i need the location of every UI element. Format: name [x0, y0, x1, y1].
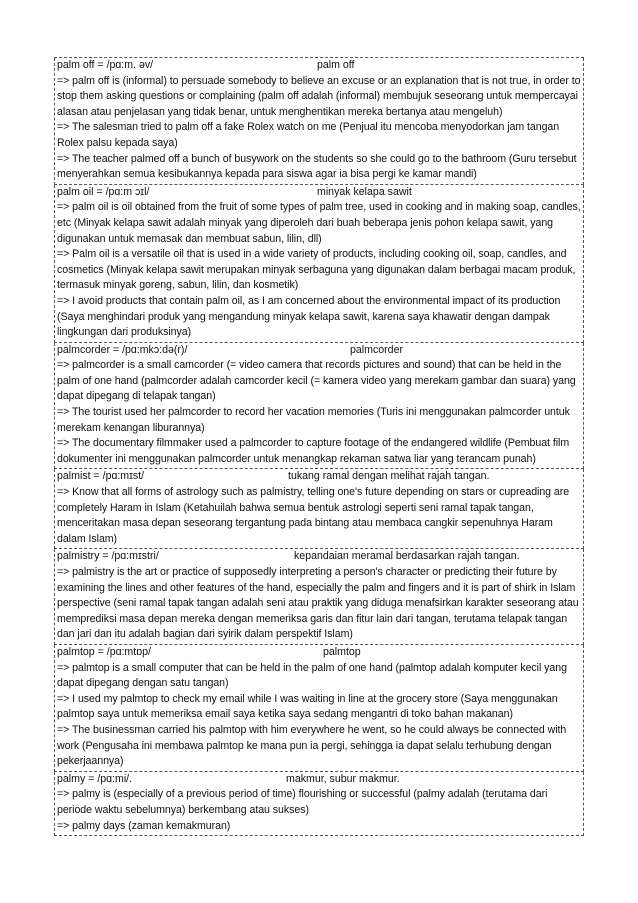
entry-meaning: minyak kelapa sawit — [317, 185, 412, 198]
entry-header — [57, 469, 583, 485]
entry-header — [57, 343, 583, 359]
entry-headword: palmy = /pɑ:mi/. — [57, 772, 133, 785]
entry-headword: palmtop = /pɑ:mtɒp/ — [57, 645, 151, 658]
dictionary-entry — [54, 772, 584, 836]
entry-headword: palmcorder = /pɑ:mkɔ:də(r)/ — [57, 343, 188, 356]
entry-meaning: makmur, subur makmur. — [286, 772, 400, 785]
dictionary-entry — [54, 58, 584, 185]
entry-line: => palmtop is a small computer that can be held in the palm of one hand (palmtop adalah komputer kecil yang dapat dipegang dengan satu tangan) — [57, 661, 567, 690]
entry-meaning: palmcorder — [350, 343, 403, 356]
entry-meaning: kepandaian meramal berdasarkan rajah tangan. — [294, 550, 520, 563]
entry-meaning: palmtop — [323, 645, 361, 658]
entry-headword: palm off = /pɑ:m. əv/ — [57, 59, 154, 71]
entry-line: => palmistry is the art or practice of supposedly interpreting a person's character or predicting their future by examining the lines and other features of the hand, especially the palm and fingers and it is part of shirk in Islam perspective (seni ramal tapak tangan adalah seni atau praktik yang diduga menafsirkan karakter seseorang atau memprediksi masa depan mereka dengan memeriksa garis dan fitur lain dari tangan, terutama telapak tangan dan jari dan itu adalah bagian dari syirik dalam perspektif Islam) — [57, 566, 579, 641]
entry-line: => palm oil is oil obtained from the fruit of some types of palm tree, used in cooking and in making soap, candles, etc (Minyak kelapa sawit adalah minyak yang diperoleh dari buah beberapa jenis pohon kelapa sawit, yang digunakan untuk memasak dan membuat sabun, lilin, dll) — [57, 201, 581, 245]
entry-line: => Know that all forms of astrology such as palmistry, telling one's future depending on stars or cupreading are completely Haram in Islam (Ketahuilah bahwa semua bentuk astrologi seperti seni ramal tapak tangan, menceritakan masa depan seseorang tergantung pada bintang atau membaca cangkir sepenuhnya Haram dalam Islam) — [57, 486, 570, 545]
entry-line: => palmy days (zaman kemakmuran) — [57, 819, 231, 832]
entry-header — [57, 645, 583, 661]
entry-line: => Palm oil is a versatile oil that is used in a wide variety of products, including cooking oil, soap, candles, and cosmetics (Minyak kelapa sawit merupakan minyak serbaguna yang digunakan dalam berbagai macam produk, termasuk minyak goreng, sabun, lilin, dan kosmetik) — [57, 248, 576, 292]
dictionary-entry — [54, 343, 584, 470]
entry-meaning: palm off — [317, 59, 355, 71]
entry-line: => palmcorder is a small camcorder (= video camera that records pictures and sound) that can be held in the palm of one hand (palmcorder adalah camcorder kecil (= kamera video yang merekam gambar dan suara) yang dapat dipegang di telapak tangan) — [57, 359, 576, 403]
entry-header — [57, 58, 583, 74]
entry-line: => I avoid products that contain palm oil, as I am concerned about the environmental impact of its production (Saya menghindari produk yang mengandung minyak kelapa sawit, karena saya khawatir dengan dampak lingkungan dari produksinya) — [57, 294, 561, 339]
dictionary-entry — [54, 469, 584, 549]
entry-header — [57, 772, 583, 788]
entry-line: => palmy is (especially of a previous period of time) flourishing or successful (palmy adalah (terutama dari periode waktu sebelumnya) berkembang atau sukses) — [57, 788, 548, 816]
entry-line: => The businessman carried his palmtop with him everywhere he went, so he could always be connected with work (Pengusaha ini membawa palmtop ke mana pun ia pergi, sehingga ia dapat selalu terhubung dengan pekerjaannya) — [57, 723, 567, 768]
dictionary-entry — [54, 185, 584, 343]
entry-line: => The salesman tried to palm off a fake Rolex watch on me (Penjual itu mencoba menyodorkan jam tangan Rolex palsu kepada saya) — [57, 121, 560, 149]
dictionary-page — [54, 57, 584, 836]
entry-line: => The tourist used her palmcorder to record her vacation memories (Turis ini menggunakan palmcorder untuk merekam kenangan liburannya) — [57, 406, 570, 434]
entry-line: => palm off is (informal) to persuade somebody to believe an excuse or an explanation that is not true, in order to stop them asking questions or complaining (palm off adalah (informal) membujuk seseorang untuk mempercayai alasan atau penjelasan yang tidak benar, untuk menghentikan mereka bertanya atau mengeluh) — [57, 74, 581, 118]
entry-meaning: tukang ramal dengan melihat rajah tangan. — [288, 470, 490, 483]
entry-line: => I used my palmtop to check my email while I was waiting in line at the grocery store (Saya menggunakan palmtop saya untuk memeriksa email saya ketika saya sedang mengantri di toko bahan makanan) — [57, 692, 558, 721]
entry-headword: palm oil = /pɑ:m ɔɪl/ — [57, 185, 150, 198]
entry-line: => The teacher palmed off a bunch of busywork on the students so she could go to the bathroom (Guru tersebut menyerahkan semua kesibukannya kepada para siswa agar ia bisa pergi ke kamar mandi) — [57, 152, 577, 181]
entry-headword: palmist = /pɑ:mɪst/ — [57, 470, 145, 483]
dictionary-entry — [54, 549, 584, 645]
entry-line: => The documentary filmmaker used a palmcorder to capture footage of the endangered wildlife (Pembuat film dokumenter ini menggunakan palmcorder untuk menangkap rekaman satwa liar yang terancam punah) — [57, 437, 570, 465]
dictionary-entry — [54, 645, 584, 772]
entry-headword: palmistry = /pɑ:mɪstri/ — [57, 550, 159, 563]
entry-header — [57, 549, 583, 565]
entry-header — [57, 185, 583, 201]
